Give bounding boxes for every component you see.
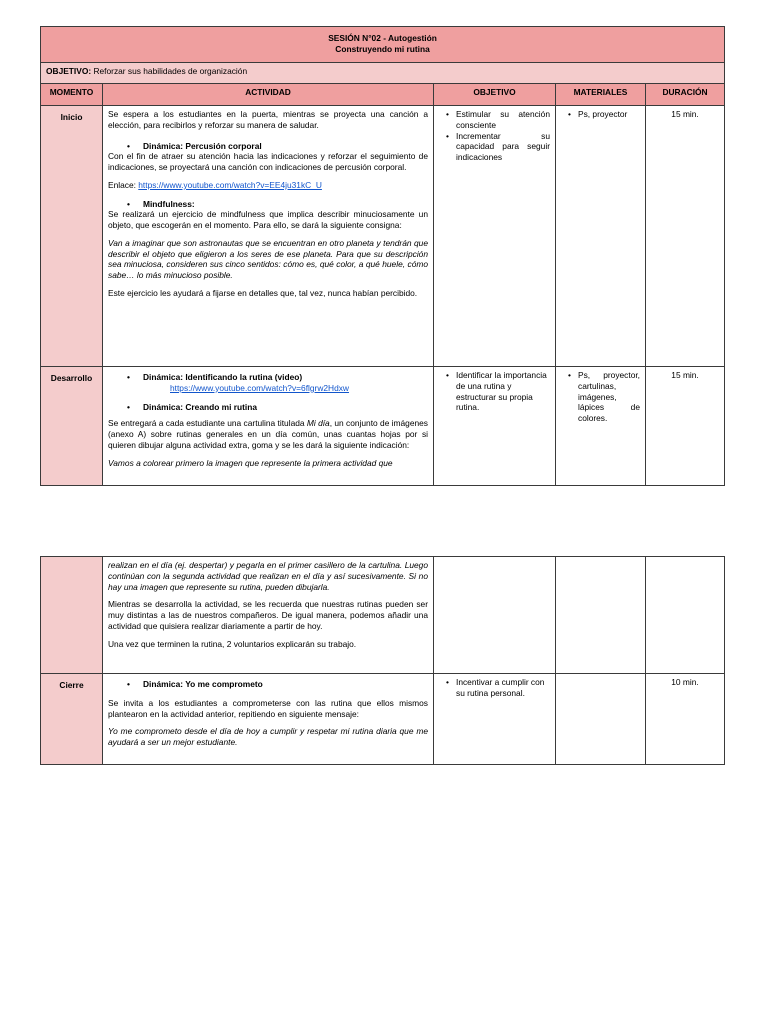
header-momento: MOMENTO	[41, 84, 103, 106]
bullet-icon: •	[568, 370, 571, 380]
desarrollo-video-link[interactable]: https://www.youtube.com/watch?v=6flgrw2Hdxw	[170, 382, 349, 393]
desarrollo-link-line	[108, 383, 428, 394]
objective-label: OBJETIVO:	[46, 66, 92, 76]
material-item: • Ps, proyector	[561, 109, 640, 120]
bullet-icon: •	[446, 677, 449, 687]
session-table-page1	[40, 26, 725, 486]
cierre-quote: Yo me comprometo desde el día de hoy a cumplir y respetar mi rutina diaria que me ayudará a ser un mejor estudiante.	[108, 726, 428, 747]
header-row	[41, 84, 725, 106]
materiales-desarrollo	[556, 367, 646, 486]
row-inicio	[41, 106, 725, 367]
row-cierre	[41, 674, 725, 765]
bullet-icon: •	[568, 109, 571, 119]
duracion-inicio: 15 min.	[646, 106, 725, 367]
inicio-dynamic-1-text: Con el fin de atraer su atención hacia las indicaciones y reforzar el seguimiento de indicaciones, se proyectará una canción con indicaciones de percusión corporal.	[108, 151, 428, 172]
cierre-dynamic	[127, 679, 428, 690]
duracion-desarrollo: 15 min.	[646, 367, 725, 486]
desarrollo-dynamic-1	[127, 372, 428, 383]
inicio-video-link[interactable]: https://www.youtube.com/watch?v=EE4ju31kC_U	[138, 179, 322, 190]
actividad-desarrollo	[103, 367, 434, 486]
bullet-icon: •	[127, 198, 130, 209]
row-desarrollo-continued	[41, 557, 725, 674]
desarrollo-quote-end: realizan en el día (ej. despertar) y pegarla en el primer casillero de la cartulina. Luego continúan con la segunda actividad que realizan en el día y así sucesivamente. Si no hay una imagen que represente su rutina, pueden dibujarla.	[108, 560, 428, 592]
momento-cierre: Cierre	[41, 674, 103, 765]
row-desarrollo	[41, 367, 725, 486]
inicio-dynamic-2	[127, 199, 428, 210]
inicio-quote: Van a imaginar que son astronautas que se encuentran en otro planeta y tendrán que describir el objeto que eligieron a los seres de ese planeta. Para que su descripción sea minuciosa, consideren sus cinco sentidos: cómo es, qué color, a qué huele, cómo sabe… lo más minucioso posible.	[108, 237, 428, 280]
momento-inicio: Inicio	[41, 106, 103, 367]
header-objetivo: OBJETIVO	[434, 84, 556, 106]
materiales-desarrollo-continued	[556, 557, 646, 674]
session-title-cell	[41, 27, 725, 63]
session-table-page2	[40, 556, 725, 765]
duracion-cierre: 10 min.	[646, 674, 725, 765]
objetivo-item: • Estimular su atención consciente	[439, 109, 550, 131]
header-actividad: ACTIVIDAD	[103, 84, 434, 106]
desarrollo-reminder: Mientras se desarrolla la actividad, se les recuerda que nuestras rutinas pueden ser muy distintas a las de nuestros compañeros. De igual manera, podemos añadir una actividad que quisiera realizar diariamente a partir de hoy.	[108, 599, 428, 631]
inicio-link-line	[108, 180, 428, 191]
inicio-dynamic-2-text: Se realizará un ejercicio de mindfulness que implica describir minuciosamente un objeto, que escogerán en el momento. Para ello, se dará la siguiente consigna:	[108, 209, 428, 230]
momento-desarrollo-continued	[41, 557, 103, 674]
actividad-cierre	[103, 674, 434, 765]
desarrollo-volunteers: Una vez que terminen la rutina, 2 voluntarios explicarán su trabajo.	[108, 638, 357, 649]
session-subtitle: Construyendo mi rutina	[335, 44, 430, 54]
actividad-desarrollo-continued	[103, 557, 434, 674]
cierre-intro: Se invita a los estudiantes a comprometerse con las rutina que ellos mismos plantearon en la actividad anterior, repitiendo en siguiente mensaje:	[108, 697, 428, 719]
bullet-icon: •	[127, 372, 130, 382]
inicio-dynamic-1-title: Dinámica: Percusión corporal	[143, 140, 262, 151]
cierre-dynamic-title: Dinámica: Yo me comprometo	[143, 679, 263, 689]
inicio-link-label: Enlace:	[108, 179, 136, 190]
bullet-icon: •	[446, 130, 449, 141]
objective-cell	[41, 63, 725, 84]
objetivo-desarrollo-continued	[434, 557, 556, 674]
objetivo-cierre	[434, 674, 556, 765]
objetivo-item: • Incrementar su capacidad para seguir indicaciones	[439, 131, 550, 163]
inicio-intro: Se espera a los estudiantes en la puerta, mientras se proyecta una canción a elección, para recibirlos y reforzar su manera de saludar.	[108, 109, 428, 130]
header-duracion: DURACIÓN	[646, 84, 725, 106]
desarrollo-dynamic-2-title: Dinámica: Creando mi rutina	[143, 401, 258, 412]
inicio-closing: Este ejercicio les ayudará a fijarse en detalles que, tal vez, nunca habían percibido.	[108, 287, 418, 298]
objetivo-desarrollo	[434, 367, 556, 486]
objective-text: Reforzar sus habilidades de organización	[93, 66, 248, 76]
bullet-icon: •	[127, 679, 130, 689]
desarrollo-quote-start: Vamos a colorear primero la imagen que represente la primera actividad que	[108, 457, 393, 468]
session-title: SESIÓN N°02 - Autogestión	[328, 33, 437, 44]
actividad-inicio	[103, 106, 434, 367]
desarrollo-dynamic-1-title: Dinámica: Identificando la rutina (video)	[143, 372, 303, 382]
bullet-icon: •	[446, 109, 449, 119]
objetivo-inicio	[434, 106, 556, 367]
materiales-cierre	[556, 674, 646, 765]
materiales-inicio	[556, 106, 646, 367]
duracion-desarrollo-continued	[646, 557, 725, 674]
bullet-icon: •	[446, 370, 449, 380]
objetivo-item: • Incentivar a cumplir con su rutina personal.	[439, 677, 550, 699]
momento-desarrollo: Desarrollo	[41, 367, 103, 486]
bullet-icon: •	[127, 401, 130, 412]
inicio-dynamic-2-title: Mindfulness:	[143, 198, 195, 209]
objetivo-item: • Identificar la importancia de una rutina y estructurar su propia rutina.	[439, 370, 550, 413]
header-materiales: MATERIALES	[556, 84, 646, 106]
material-item: • Ps, proyector, cartulinas, imágenes, lápices de colores.	[561, 370, 640, 424]
inicio-dynamic-1	[127, 141, 428, 152]
desarrollo-dynamic-2	[127, 402, 428, 413]
bullet-icon: •	[127, 140, 130, 151]
desarrollo-instructions: Se entregará a cada estudiante una cartulina titulada Mi día, un conjunto de imágenes (anexo A) sobre rutinas generales en un día común, unas cuantas hojas por si quieren dibujar alguna actividad extra, goma y se les dará la siguiente indicación:	[108, 418, 428, 450]
